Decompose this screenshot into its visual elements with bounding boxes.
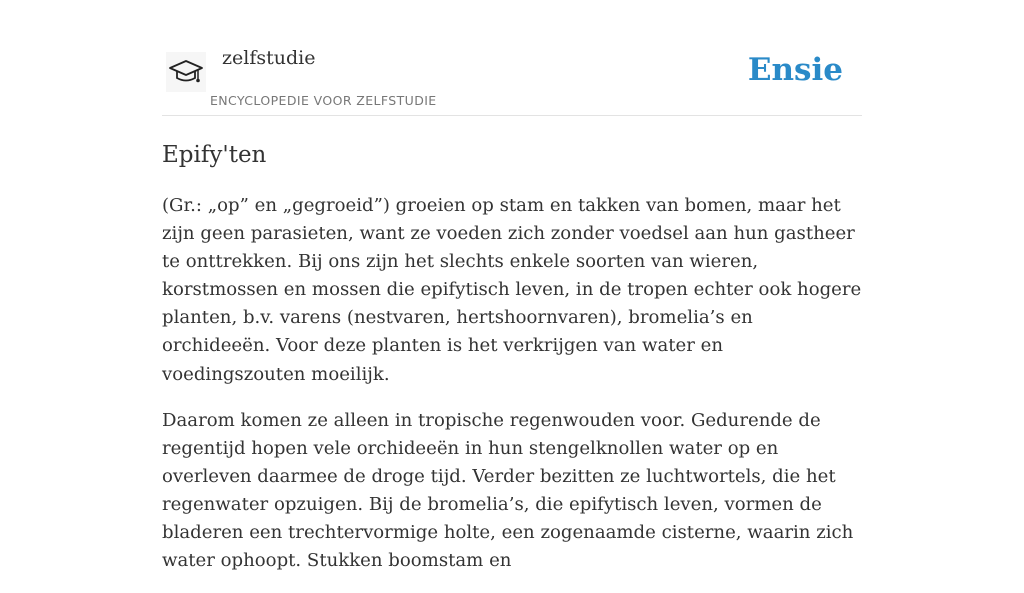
article-paragraph: Daarom komen ze alleen in tropische regenwouden voor. Gedurende de regentijd hopen vele orchideeën in hun stengelknollen water op en overleven daarmee de droge tijd. Verder bezitten ze luchtwortels, die het regenwater opzuigen. Bij de bromelia’s, die epifytisch leven, vormen de bladeren een trechtervormige holte, een zogenaamde cisterne, waarin zich water ophoopt. Stukken boomstam en xyxy=(162,409,854,572)
article-paragraph: (Gr.: „op” en „gegroeid”) groeien op stam en takken van bomen, maar het zijn geen parasieten, want ze voeden zich zonder voedsel aan hun gastheer te onttrekken. Bij ons zijn het slechts enkele soorten van wieren, korstmossen en mossen die epifytisch leven, in de tropen echter ook hogere planten, b.v. varens (nestvaren, hertshoornvaren), bromelia’s en orchideeën. Voor deze planten is het verkrijgen van water en voedingszouten moeilijk. xyxy=(162,195,862,385)
page-container xyxy=(162,0,862,572)
site-tagline: ENCYCLOPEDIE VOOR ZELFSTUDIE xyxy=(210,93,437,108)
article-title: Epify'ten xyxy=(162,142,267,168)
graduation-cap-icon[interactable] xyxy=(166,52,206,92)
brand-logo[interactable]: Ensie xyxy=(747,52,843,88)
article-body xyxy=(162,192,862,593)
site-name[interactable]: zelfstudie xyxy=(222,47,316,69)
site-header xyxy=(162,0,862,116)
